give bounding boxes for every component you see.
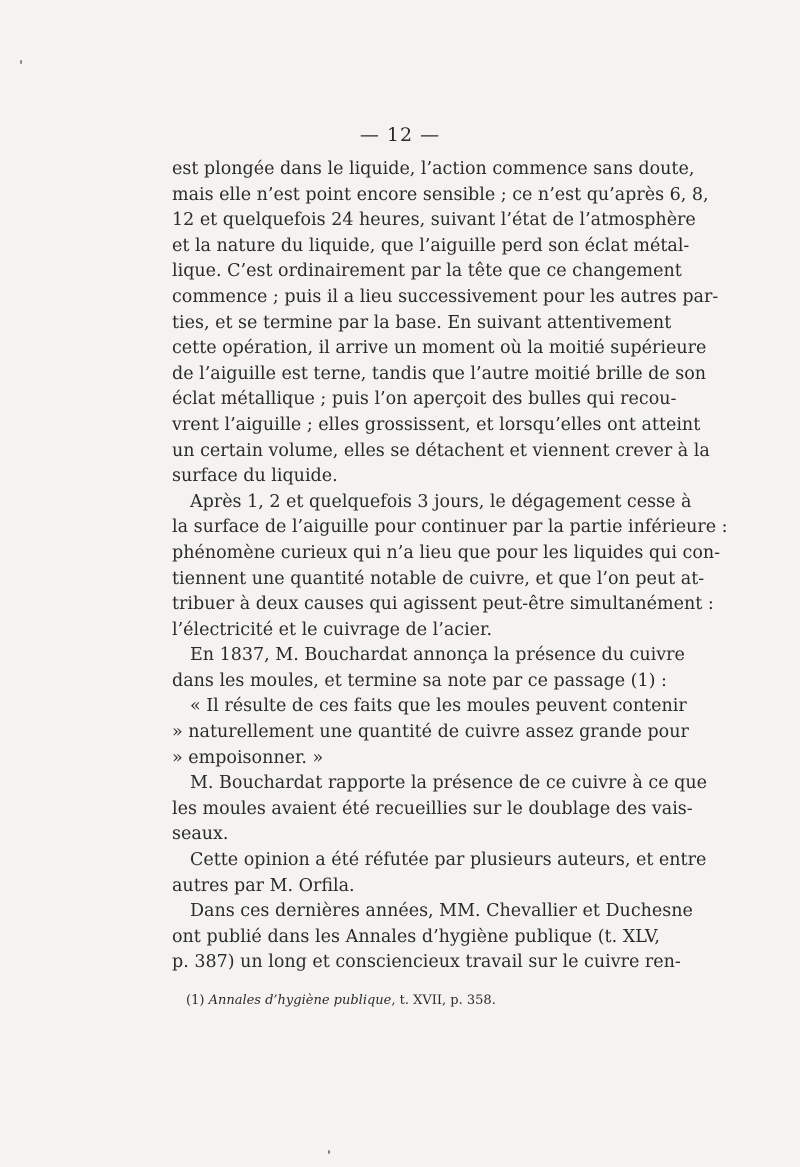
text-line: tribuer à deux causes qui agissent peut-être simultanément :: [172, 594, 714, 615]
footnote-reference: , t. XVII, p. 358.: [391, 993, 496, 1008]
paragraph: [172, 490, 728, 644]
text-line: autres par M. Orfila.: [172, 875, 355, 896]
text-line: » empoisonner. »: [172, 747, 324, 768]
text-line: vrent l’aiguille ; elles grossissent, et lorsqu’elles ont atteint: [172, 414, 701, 435]
paragraph: [172, 899, 693, 976]
text-line: l’électricité et le cuivrage de l’acier.: [172, 619, 493, 640]
text-line: « Il résulte de ces faits que les moules peuvent contenir: [190, 696, 687, 717]
paragraph: [172, 848, 707, 899]
text-line: un certain volume, elles se détachent et viennent crever à la: [172, 440, 710, 461]
paper-speck: [20, 60, 22, 64]
body-text: [172, 157, 728, 976]
page-number: — 12 —: [359, 124, 441, 146]
text-line: En 1837, M. Bouchardat annonça la présence du cuivre: [190, 645, 685, 666]
footnote-title: Annales d’hygiène publique: [208, 993, 392, 1008]
paragraph: [172, 157, 719, 490]
text-line: tiennent une quantité notable de cuivre, et que l’on peut at-: [172, 568, 705, 589]
text-line: Cette opinion a été réfutée par plusieurs auteurs, et entre: [190, 850, 707, 871]
paragraph: [172, 771, 707, 848]
text-line: » naturellement une quantité de cuivre assez grande pour: [172, 722, 689, 743]
footnote: [186, 993, 496, 1008]
text-line: 12 et quelquefois 24 heures, suivant l’état de l’atmosphère: [172, 210, 696, 231]
text-line: de l’aiguille est terne, tandis que l’autre moitié brille de son: [172, 363, 707, 384]
text-line: Dans ces dernières années, MM. Chevallier et Duchesne: [190, 901, 693, 922]
text-line: commence ; puis il a lieu successivement pour les autres par-: [172, 286, 719, 307]
text-line: p. 387) un long et consciencieux travail sur le cuivre ren-: [172, 952, 681, 973]
footnote-marker: (1): [186, 993, 205, 1008]
text-line: éclat métallique ; puis l’on aperçoit des bulles qui recou-: [172, 389, 677, 410]
text-line: dans les moules, et termine sa note par ce passage (1) :: [172, 670, 667, 691]
text-line: ties, et se termine par la base. En suivant attentivement: [172, 312, 672, 333]
paragraph: [172, 643, 685, 694]
text-line: est plongée dans le liquide, l’action commence sans doute,: [172, 159, 695, 179]
paper-speck: [328, 1150, 330, 1154]
text-line: surface du liquide.: [172, 466, 338, 487]
text-line: seaux.: [172, 824, 229, 845]
text-line: ont publié dans les Annales d’hygiène publique (t. XLV,: [172, 926, 660, 947]
text-line: mais elle n’est point encore sensible ; ce n’est qu’après 6, 8,: [172, 184, 709, 205]
text-line: lique. C’est ordinairement par la tête que ce changement: [172, 261, 682, 282]
text-line: Après 1, 2 et quelquefois 3 jours, le dégagement cesse à: [190, 491, 692, 512]
quotation: [172, 694, 689, 771]
text-line: cette opération, il arrive un moment où la moitié supérieure: [172, 338, 707, 359]
text-line: la surface de l’aiguille pour continuer par la partie inférieure :: [172, 517, 728, 538]
text-line: les moules avaient été recueillies sur le doublage des vais-: [172, 798, 693, 819]
text-line: phénomène curieux qui n’a lieu que pour les liquides qui con-: [172, 542, 721, 563]
text-line: et la nature du liquide, que l’aiguille perd son éclat métal-: [172, 235, 690, 256]
text-line: M. Bouchardat rapporte la présence de ce cuivre à ce que: [190, 773, 707, 794]
